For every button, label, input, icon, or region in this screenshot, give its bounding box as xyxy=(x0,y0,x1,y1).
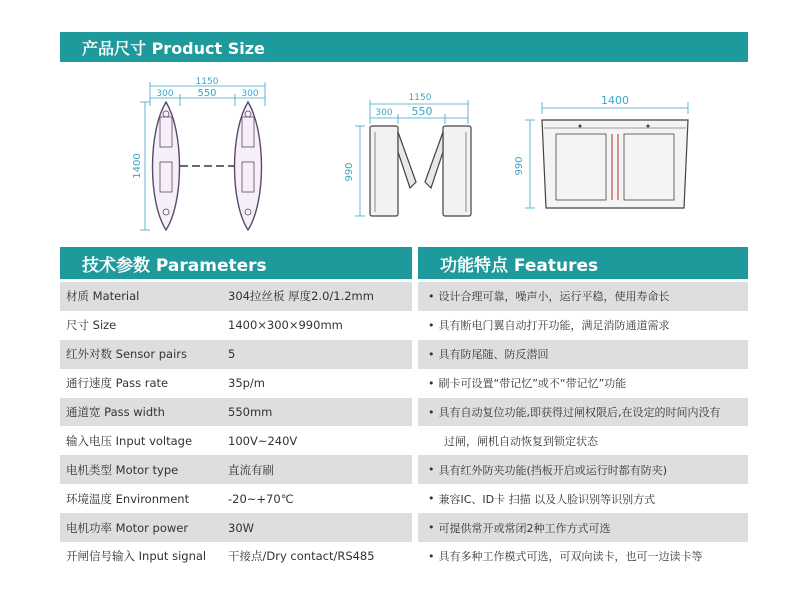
product-size-title: 产品尺寸 Product Size xyxy=(82,38,265,58)
feature-text: 可提供常开或常闭2种工作方式可选 xyxy=(438,521,611,535)
feature-text: 具有多种工作模式可选，可双向读卡，也可一边读卡等 xyxy=(438,550,703,564)
bullet-icon: • xyxy=(428,549,435,563)
feature-item xyxy=(418,542,748,571)
side-view-cabinet xyxy=(542,120,688,208)
param-row-input-signal xyxy=(60,542,412,571)
bullet-icon: • xyxy=(428,492,435,506)
feature-item xyxy=(418,455,748,484)
bullet-icon: • xyxy=(428,289,435,303)
feature-item xyxy=(418,340,748,369)
top-length: 1400 xyxy=(132,153,143,179)
bullet-icon: • xyxy=(428,521,435,535)
param-value: 直流有刷 xyxy=(228,462,274,477)
features-header xyxy=(418,247,748,279)
product-size-header xyxy=(60,32,748,62)
front-total-width: 1150 xyxy=(408,93,432,103)
top-left-wing: 300 xyxy=(156,89,174,99)
feature-item-continuation xyxy=(418,426,748,455)
top-passage: 550 xyxy=(197,88,217,99)
param-key: 通行速度 Pass rate xyxy=(66,376,169,391)
param-key: 开闸信号输入 Input signal xyxy=(66,549,207,564)
param-row-pass-width xyxy=(60,398,412,427)
param-row-sensor-pairs xyxy=(60,340,412,369)
feature-item xyxy=(418,282,748,311)
feature-text: 设计合理可靠，噪声小，运行平稳，使用寿命长 xyxy=(438,290,670,304)
feature-text: 具有防尾随、防反潜回 xyxy=(438,348,549,362)
param-value: -20~+70℃ xyxy=(228,491,294,506)
feature-item xyxy=(418,398,748,427)
param-row-motor-power xyxy=(60,513,412,542)
param-value: 干接点/Dry contact/RS485 xyxy=(228,549,375,564)
param-key: 环境温度 Environment xyxy=(66,491,190,506)
feature-text: 刷卡可设置“带记忆”或不“带记忆”功能 xyxy=(438,377,627,391)
param-value: 100V~240V xyxy=(228,433,298,448)
front-passage: 550 xyxy=(411,105,433,118)
param-row-material xyxy=(60,282,412,311)
bullet-icon: • xyxy=(428,376,435,390)
feature-text: 具有自动复位功能,即获得过闸权限后,在设定的时间内没有 xyxy=(438,406,721,419)
features-list xyxy=(418,282,748,571)
parameters-header xyxy=(60,247,412,279)
feature-text: 过闸，闸机自动恢复到锁定状态 xyxy=(444,434,598,448)
bullet-icon: • xyxy=(428,463,435,477)
feature-item xyxy=(418,484,748,513)
parameters-title: 技术参数 Parameters xyxy=(82,255,267,276)
feature-item xyxy=(418,513,748,542)
param-value: 35p/m xyxy=(228,376,266,391)
feature-text: 具有红外防夹功能(挡板开启或运行时都有防夹) xyxy=(438,463,668,477)
feature-item xyxy=(418,369,748,398)
param-key: 通道宽 Pass width xyxy=(66,405,165,419)
param-row-pass-rate xyxy=(60,369,412,398)
side-length: 1400 xyxy=(601,94,629,107)
param-row-motor-type xyxy=(60,455,412,484)
side-height: 990 xyxy=(514,156,525,176)
param-row-size xyxy=(60,311,412,340)
param-row-input-voltage xyxy=(60,426,412,455)
parameters-table xyxy=(60,282,412,571)
param-key: 电机类型 Motor type xyxy=(66,462,179,477)
param-value: 30W xyxy=(228,520,255,535)
param-key: 输入电压 Input voltage xyxy=(66,433,193,448)
param-key: 尺寸 Size xyxy=(66,318,117,333)
param-row-environment xyxy=(60,484,412,513)
param-value: 550mm xyxy=(228,405,273,419)
param-value: 304拉丝板 厚度2.0/1.2mm xyxy=(228,289,374,304)
top-right-wing: 300 xyxy=(241,89,259,99)
bullet-icon: • xyxy=(428,318,435,332)
feature-text: 具有断电门翼自动打开功能，满足消防通道需求 xyxy=(438,319,670,333)
bullet-icon: • xyxy=(428,347,435,361)
bullet-icon: • xyxy=(428,405,435,419)
top-view-right-cabinet xyxy=(235,102,262,230)
product-drawings xyxy=(0,62,800,242)
param-key: 电机功率 Motor power xyxy=(66,520,189,535)
front-left-wing: 300 xyxy=(375,108,393,118)
param-value: 1400×300×990mm xyxy=(228,318,343,333)
param-value: 5 xyxy=(228,347,236,362)
front-view-gate xyxy=(370,126,471,216)
top-total-width: 1150 xyxy=(195,77,219,87)
param-key: 材质 Material xyxy=(66,289,140,304)
front-height: 990 xyxy=(344,162,355,182)
feature-text: 兼容IC、ID卡 扫描 以及人脸识别等识别方式 xyxy=(438,492,656,506)
param-key: 红外对数 Sensor pairs xyxy=(66,347,187,362)
feature-item xyxy=(418,311,748,340)
top-view-left-cabinet xyxy=(153,102,180,230)
features-title: 功能特点 Features xyxy=(440,255,599,276)
